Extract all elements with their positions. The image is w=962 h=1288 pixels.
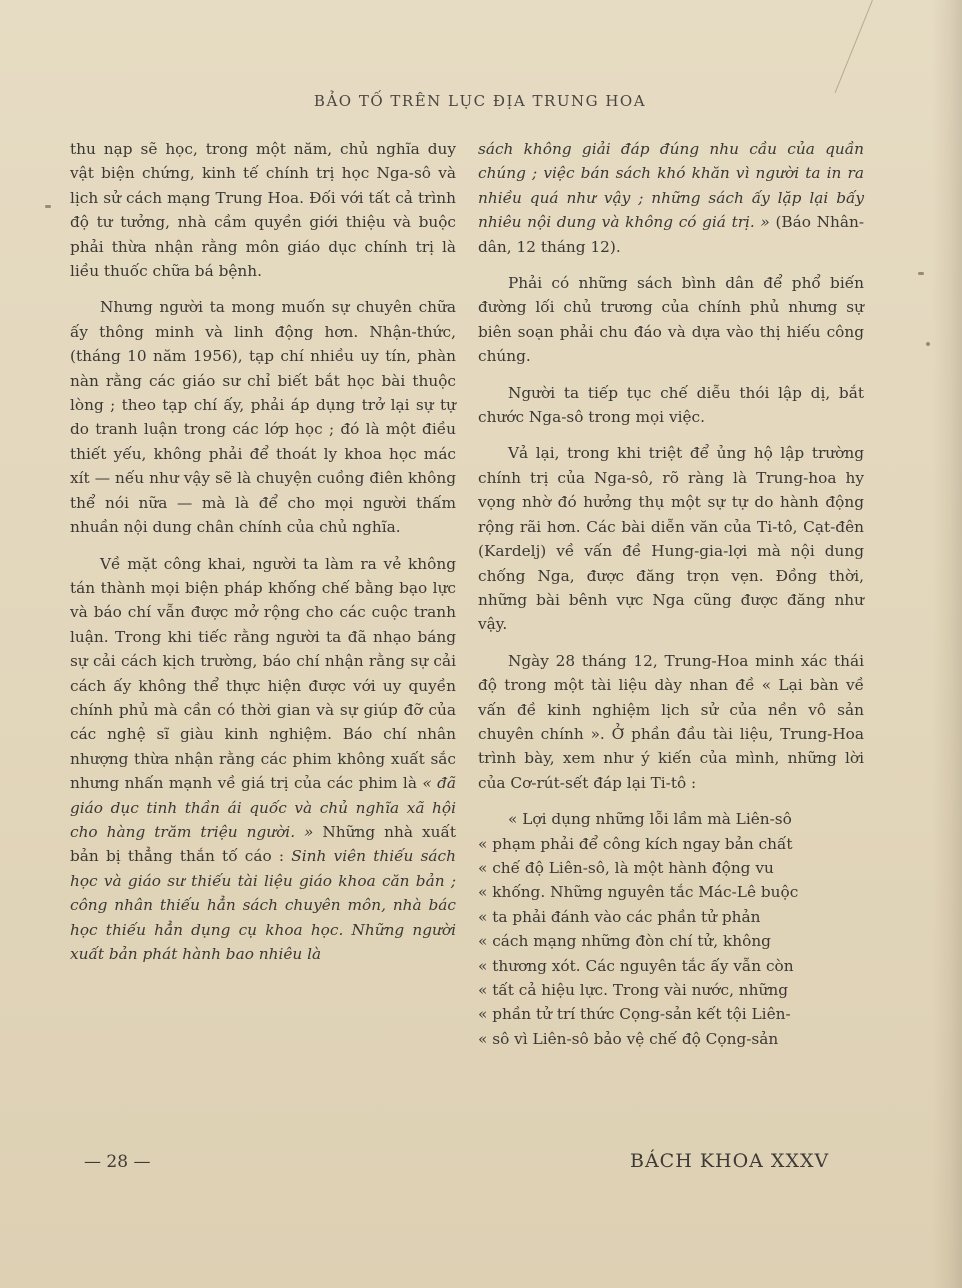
ink-speck bbox=[918, 272, 924, 275]
quoted-italic: « đã giáo dục tinh thần ái quốc và chủ nghĩa xã hội cho hàng trăm triệu người. » bbox=[70, 774, 456, 841]
quoted-italic: sách không giải đáp đúng nhu cầu của quần chúng ; việc bán sách khó khăn vì người ta in ra nhiều quá như vậy ; những sách ấy lặp lại bấy nhiêu nội dung và không có giá trị. » bbox=[478, 140, 864, 232]
fold-mark bbox=[835, 0, 873, 93]
paragraph: Nhưng người ta mong muốn sự chuyên chữa ấy thông minh và linh động hơn. Nhận-thức, (tháng 10 năm 1956), tạp chí nhiều uy tín, phàn nàn rằng các giáo sư chỉ biết bắt học bài thuộc lòng ; theo tạp chí ấy, phải áp dụng trở lại sự tự do tranh luận trong các lớp học ; đó là một điều thiết yếu, không phải để thoát ly khoa học mác xít — nếu như vậy sẽ là chuyện cuồng điên không thể nói nữa — mà là để cho mọi người thấm nhuần nội dung chân chính của chủ nghĩa. bbox=[70, 298, 456, 537]
ink-speck bbox=[926, 342, 930, 346]
left-column bbox=[70, 137, 456, 978]
publication-name: BÁCH KHOA XXXV bbox=[630, 1150, 830, 1172]
quote-line: « ta phải đánh vào các phần tử phản bbox=[478, 907, 761, 926]
quote-line: « phần tử trí thức Cọng-sản kết tội Liên- bbox=[478, 1005, 791, 1024]
paragraph: thu nạp sẽ học, trong một năm, chủ nghĩa duy vật biện chứng, kinh tế chính trị học Nga-sô và lịch sử cách mạng Trung Hoa. Đối với tất cả trình độ tư tưởng, nhà cầm quyền giới thiệu và buộc phải thừa nhận rằng môn giáo dục chính trị là liều thuốc chữa bá bệnh. bbox=[70, 140, 456, 281]
quote-line: « sô vì Liên-sô bảo vệ chế độ Cọng-sản bbox=[478, 1029, 779, 1048]
quote-line: « Lợi dụng những lỗi lầm mà Liên-sô bbox=[508, 810, 792, 829]
quote-line: « chế độ Liên-sô, là một hành động vu bbox=[478, 858, 774, 877]
quote-line: « thương xót. Các nguyên tắc ấy vẫn còn bbox=[478, 956, 794, 975]
paragraph-text: Về mặt công khai, người ta làm ra vẻ không tán thành mọi biện pháp khống chế bằng bạo lực và báo chí vẫn được mở rộng cho các cuộc tranh luận. Trong khi tiếc rằng người ta đã nhạo báng sự cải cách kịch trường, báo chí nhận rằng sự cải cách ấy không thể thực hiện được với uy quyền chính phủ mà cần có thời gian và sự giúp đỡ của các nghệ sĩ giàu kinh nghiệm. Báo chí nhân nhượng thừa nhận rằng các phim không xuất sắc nhưng nhấn mạnh về giá trị của các phim là bbox=[70, 554, 456, 793]
paragraph: Ngày 28 tháng 12, Trung-Hoa minh xác thái độ trong một tài liệu dày nhan đề « Lại bàn về vấn đề kinh nghiệm lịch sử của nền vô sản chuyên chính ». Ở phần đầu tài liệu, Trung-Hoa trình bày, xem như ý kiến của mình, những lời của Cơ-rút-sết đáp lại Ti-tô : bbox=[478, 651, 864, 792]
paragraph-text: Những nhà xuất bản bị thẳng thắn tố cáo : bbox=[70, 822, 456, 866]
block-quote bbox=[478, 807, 864, 1051]
paragraph: Người ta tiếp tục chế diễu thói lập dị, bắt chước Nga-sô trong mọi việc. bbox=[478, 383, 864, 427]
page-number: — 28 — bbox=[84, 1152, 151, 1172]
ink-speck bbox=[45, 205, 51, 208]
right-column bbox=[478, 137, 864, 1051]
citation: (Báo Nhân-dân, 12 tháng 12). bbox=[478, 213, 864, 256]
quote-line: « khống. Những nguyên tắc Mác-Lê buộc bbox=[478, 883, 799, 902]
page-crease bbox=[932, 0, 962, 1288]
quote-line: « tất cả hiệu lực. Trong vài nước, những bbox=[478, 981, 789, 999]
quoted-italic: Sinh viên thiếu sách học và giáo sư thiếu tài liệu giáo khoa căn bản ; công nhân thiếu hẳn sách chuyên môn, nhà bác học thiếu hẳn dụng cụ khoa học. Những người xuất bản phát hành bao nhiêu là bbox=[70, 847, 456, 963]
paragraph: Vả lại, trong khi triệt để ủng hộ lập trường chính trị của Nga-sô, rõ ràng là Trung-hoa hy vọng nhờ đó hưởng thụ một sự tự do hành động rộng rãi hơn. Các bài diễn văn của Ti-tô, Cạt-đên (Kardelj) về vấn đề Hung-gia-lợi mà nội dung chống Nga, được đăng trọn vẹn. Đồng thời, những bài bênh vực Nga cũng được đăng như vậy. bbox=[478, 444, 864, 634]
paragraph bbox=[70, 552, 456, 967]
running-header: BẢO TỐ TRÊN LỤC ĐỊA TRUNG HOA bbox=[313, 92, 647, 110]
paragraph bbox=[478, 137, 864, 259]
paragraph: Phải có những sách bình dân để phổ biến đường lối chủ trương của chính phủ nhưng sự biên soạn phải chu đáo và dựa vào thị hiếu công chúng. bbox=[478, 274, 864, 366]
quote-line: « cách mạng những đòn chí tử, không bbox=[478, 932, 771, 951]
quote-line: « phạm phải để công kích ngay bản chất bbox=[478, 834, 793, 853]
